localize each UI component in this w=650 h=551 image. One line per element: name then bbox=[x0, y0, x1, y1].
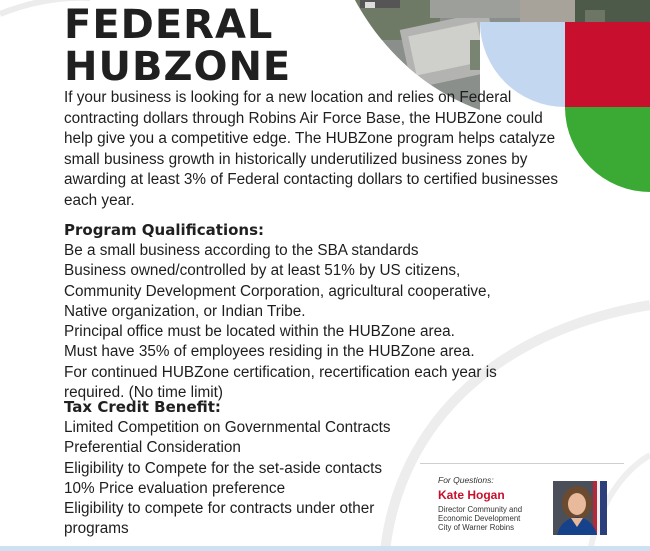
contact-role-line-1: Director Community and bbox=[438, 505, 523, 514]
portrait-icon bbox=[553, 481, 607, 535]
tax-credit-heading: Tax Credit Benefit: bbox=[64, 398, 221, 416]
green-quarter-circle bbox=[565, 107, 650, 192]
page-title bbox=[64, 4, 291, 88]
list-item: Principal office must be located within the HUBZone area. bbox=[64, 323, 455, 341]
red-quarter-circle bbox=[565, 22, 650, 107]
title-line-1: FEDERAL bbox=[64, 2, 274, 48]
contact-label: For Questions: bbox=[438, 475, 494, 485]
list-item: Eligibility to compete for contracts under other programs bbox=[64, 500, 375, 538]
contact-role-line-3: City of Warner Robins bbox=[438, 523, 514, 532]
list-item: Must have 35% of employees residing in the HUBZone area. bbox=[64, 343, 475, 361]
qualifications-list bbox=[64, 241, 534, 403]
list-item: 10% Price evaluation preference bbox=[64, 479, 286, 497]
contact-role bbox=[438, 505, 550, 532]
list-item: Business owned/controlled by at least 51% by US citizens, Community Development Corporation, agricultural cooperative, Native organization, or Indian Tribe. bbox=[64, 262, 491, 320]
contact-role-line-2: Economic Development bbox=[438, 514, 521, 523]
intro-paragraph: If your business is looking for a new location and relies on Federal contracting dollars through Robins Air Force Base, the HUBZone could help give you a competitive edge. The HUBZone program helps catalyze small business growth in historically underutilized business zones by awarding at least 3% of Federal contacting dollars to certified businesses each year. bbox=[64, 89, 559, 209]
list-item: Preferential Consideration bbox=[64, 439, 241, 457]
contact-photo bbox=[553, 481, 607, 535]
list-item: Be a small business according to the SBA standards bbox=[64, 242, 419, 259]
title-line-2: HUBZONE bbox=[64, 44, 292, 90]
tax-credit-list bbox=[64, 418, 434, 540]
list-item: Limited Competition on Governmental Contracts bbox=[64, 419, 391, 436]
list-item: Eligibility to Compete for the set-aside contacts bbox=[64, 459, 382, 477]
list-item: For continued HUBZone certification, recertification each year is required. (No time limit) bbox=[64, 363, 497, 402]
qualifications-heading: Program Qualifications: bbox=[64, 221, 264, 239]
bottom-bar bbox=[0, 546, 650, 551]
contact-name: Kate Hogan bbox=[438, 488, 505, 502]
contact-block bbox=[438, 475, 550, 532]
contact-divider bbox=[420, 463, 624, 464]
